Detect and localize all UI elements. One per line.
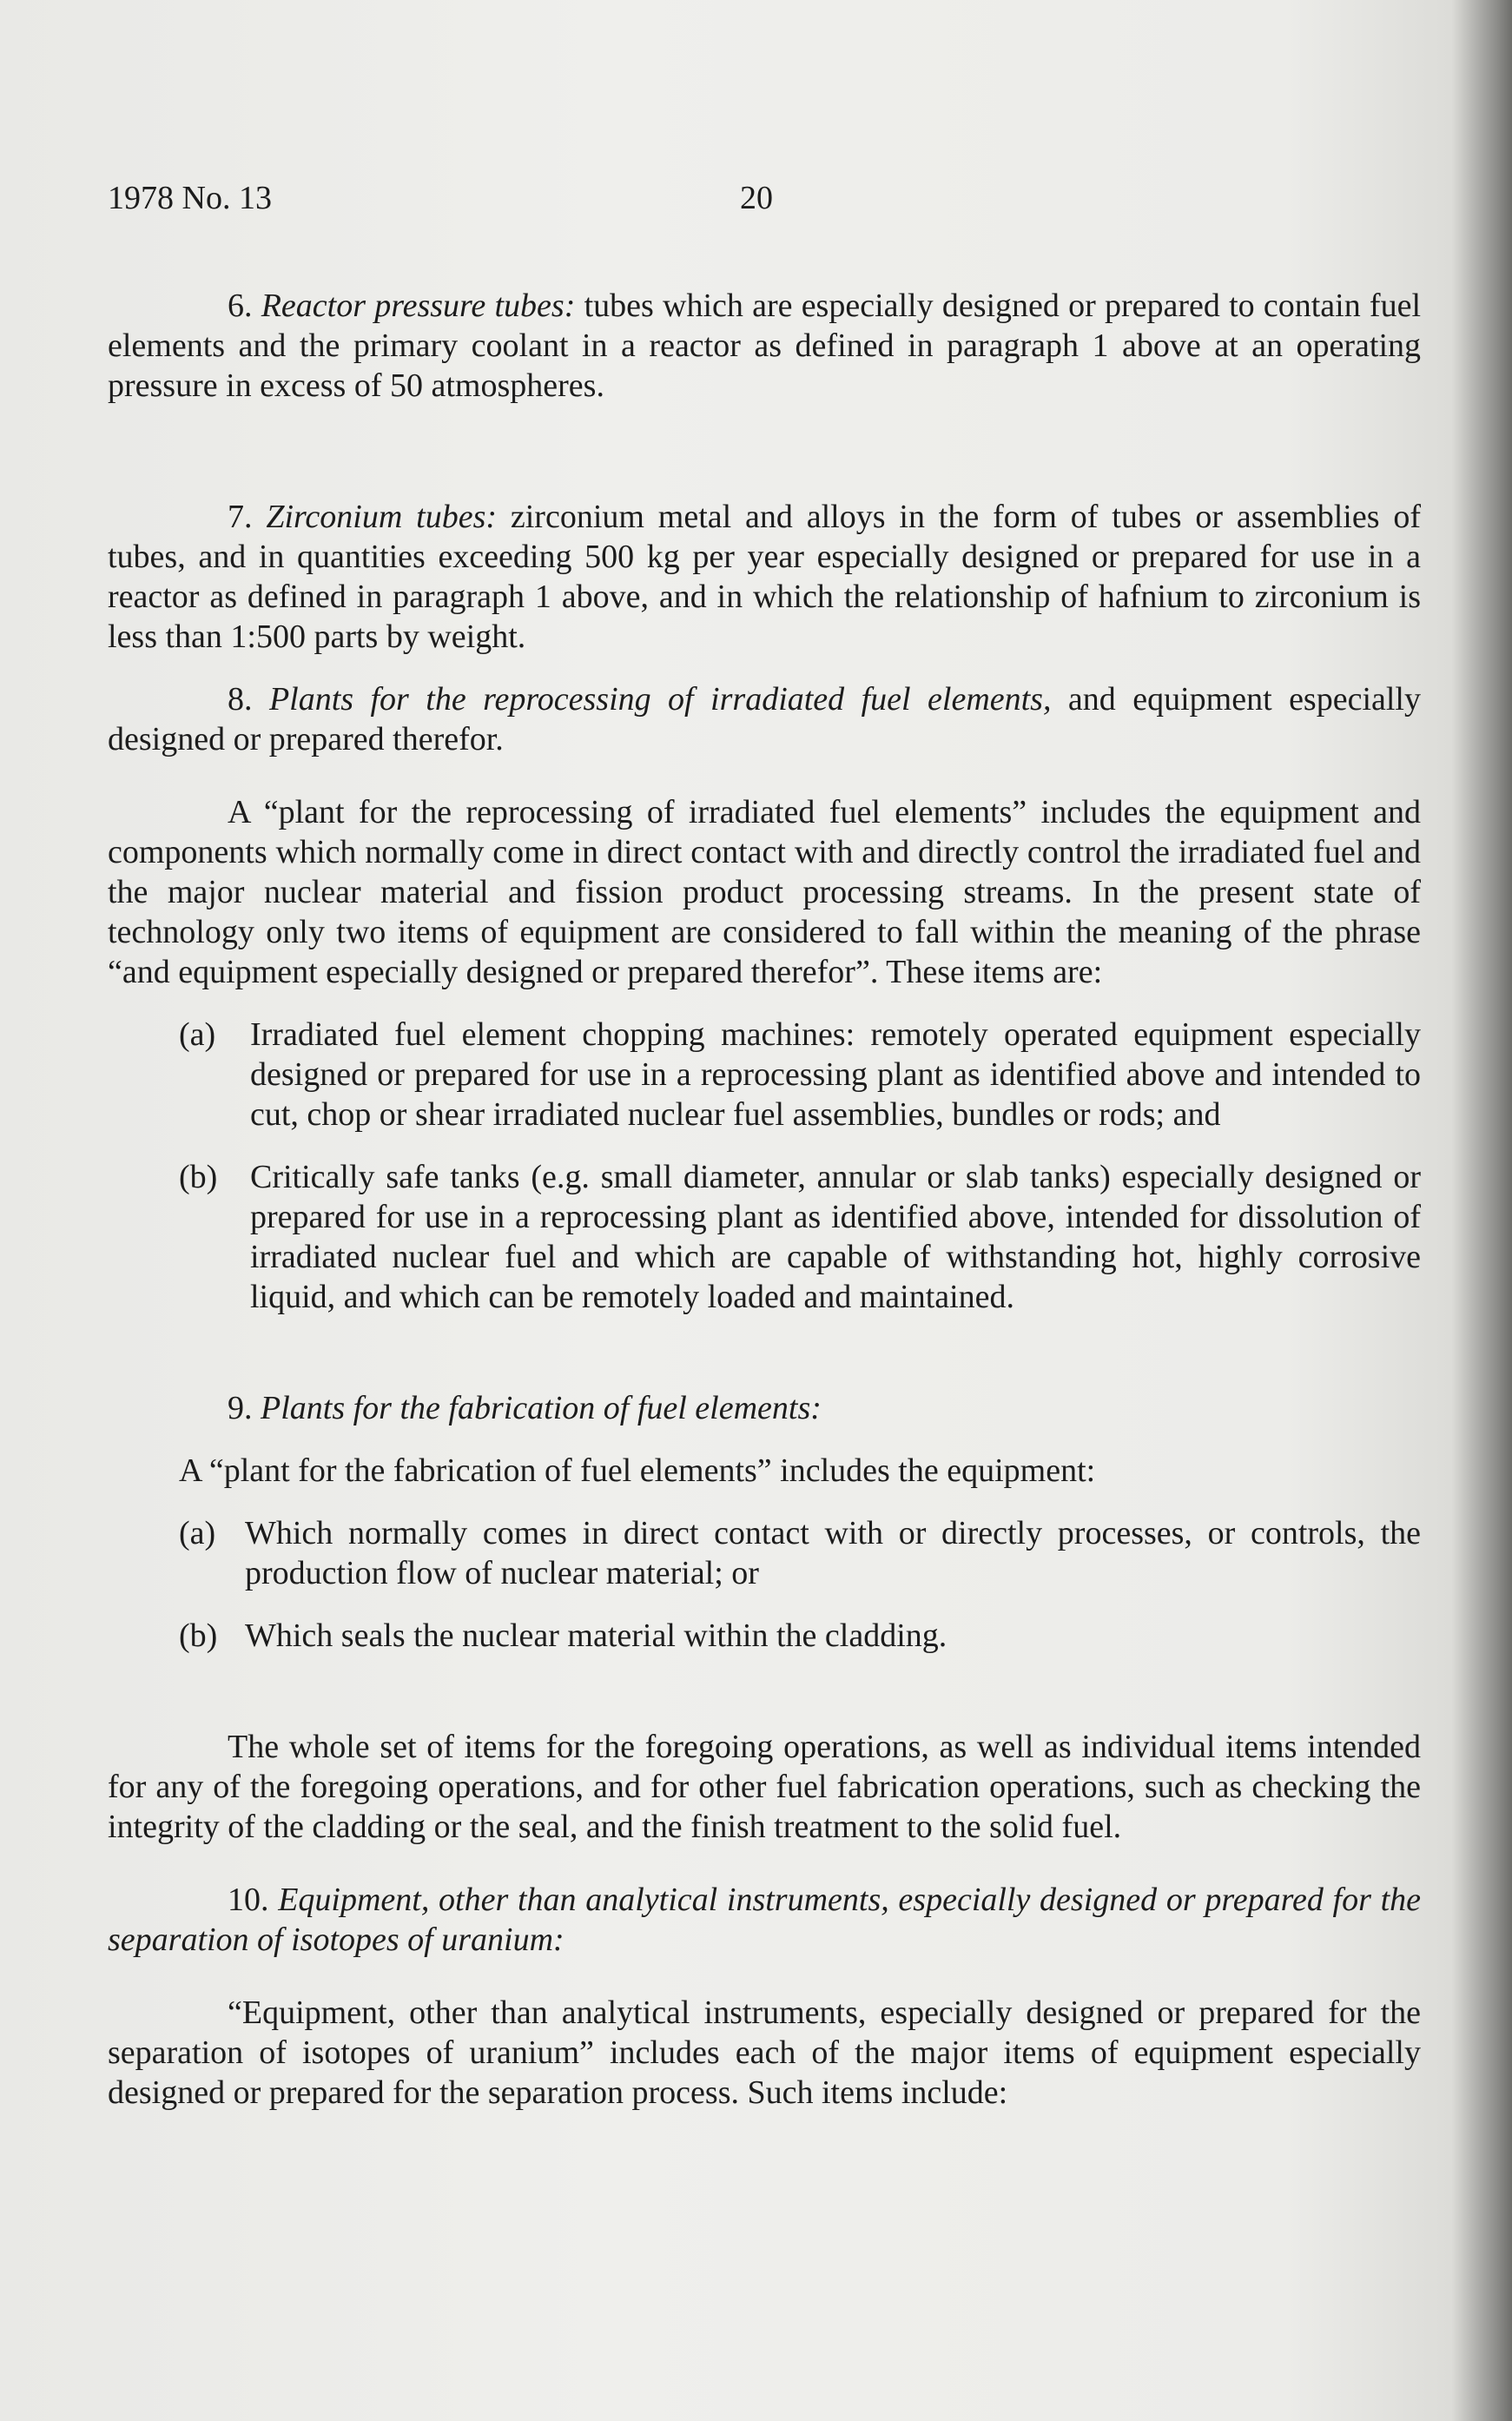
paragraph-9-body: The whole set of items for the foregoing operations, as well as individual items intended for any of the foregoing operations, and for other fuel fabrication operations, such as checking the integrity of the cladding or the seal, and the finish treatment to the solid fuel. [108,1729,1421,1845]
paragraph-10-heading: Equipment, other than analytical instruments, especially designed or prepared for the separation of isotopes of uranium: [108,1882,1421,1958]
list-item-9a: (a) Which normally comes in direct contact with or directly processes, or controls, the production flow of nuclear material; or [179,1515,1421,1591]
paragraph-8: 8. Plants for the reprocessing of irradiated fuel elements, and equipment especially designed or prepared therefor. [108,681,1421,757]
paragraph-10-body: “Equipment, other than analytical instruments, especially designed or prepared for the separation of isotopes of uranium” includes each of the major items of equipment especially designed or prepared for the separation process. Such items include: [108,1994,1421,2111]
list-item-8b: (b) Critically safe tanks (e.g. small diameter, annular or slab tanks) especially designed or prepared for use in a reprocessing plant as identified above, intended for dissolution of irradiated nuclear fuel and which are capable of withstanding hot, highly corrosive liquid, and which can be remotely loaded and maintained. [179,1159,1421,1315]
document-reference: 1978 No. 13 [108,180,272,216]
paragraph-9-heading: Plants for the fabrication of fuel elements: [261,1390,822,1426]
paragraph-10: 10. Equipment, other than analytical instruments, especially designed or prepared for the separation of isotopes of uranium: [108,1882,1421,1958]
paragraph-8-body: A “plant for the reprocessing of irradiated fuel elements” includes the equipment and components which normally come in direct contact with and directly control the irradiated fuel and the major nuclear material and fission product processing streams. In the present state of technology only two items of equipment are considered to fall within the meaning of the phrase “and equipment especially designed or prepared therefor”. These items are: [108,794,1421,990]
paragraph-7: 7. Zirconium tubes: zirconium metal and alloys in the form of tubes or assemblies of tubes, and in quantities exceeding 500 kg per year especially designed or prepared for use in a reactor as defined in paragraph 1 above, and in which the relationship of hafnium to zirconium is less than 1:500 parts by weight. [108,499,1422,655]
list-item-8a: (a) Irradiated fuel element chopping machines: remotely operated equipment especially designed or prepared for use in a reprocessing plant as identified above and intended to cut, chop or shear irradiated nuclear fuel assemblies, bundles or rods; and [179,1016,1421,1133]
running-header [108,178,1421,230]
paragraph-8-heading: Plants for the reprocessing of irradiated fuel elements, [268,681,1052,718]
paragraph-6-heading: Reactor pressure tubes: [261,288,576,324]
paragraph-9: 9. Plants for the fabrication of fuel elements: [228,1390,822,1426]
page-number: 20 [740,180,773,216]
paragraph-7-heading: Zirconium tubes: [266,499,498,535]
document-body [108,178,1421,2113]
paragraph-6: 6. Reactor pressure tubes: tubes which are especially designed or prepared to contain fuel elements and the primary coolant in a reactor as defined in paragraph 1 above at an operating pressure in excess of 50 atmospheres. [108,288,1422,404]
paragraph-9-intro: A “plant for the fabrication of fuel elements” includes the equipment: [179,1452,1096,1489]
list-item-9b: (b) Which seals the nuclear material within the cladding. [179,1617,947,1654]
